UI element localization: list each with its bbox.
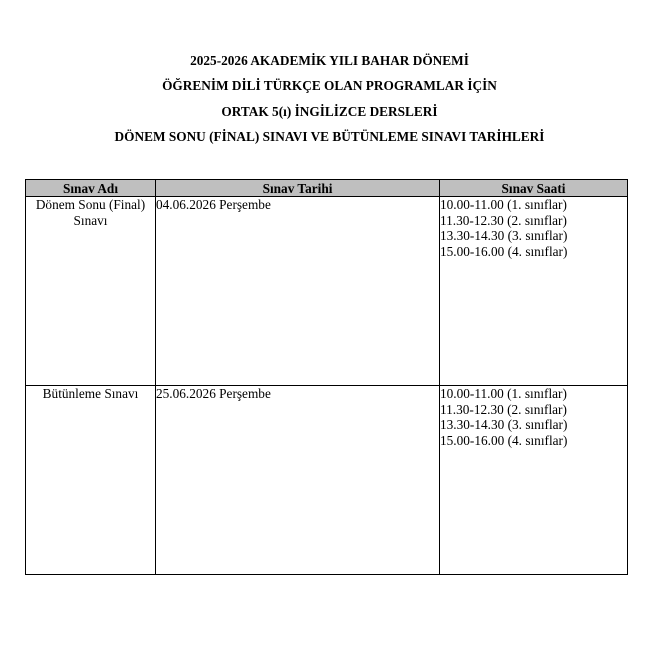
table-row — [26, 197, 628, 386]
exam-name-cell: Bütünleme Sınavı — [26, 386, 156, 575]
exam-time-cell — [440, 197, 628, 386]
header-title-line-3: ORTAK 5(ı) İNGİLİZCE DERSLERİ — [221, 103, 438, 119]
exam-time-slot: 11.30-12.30 (2. sınıflar) — [440, 401, 567, 417]
table-header-row — [26, 180, 628, 197]
table-row — [26, 386, 628, 575]
header-title-line-1: 2025-2026 AKADEMİK YILI BAHAR DÖNEMİ — [190, 53, 469, 68]
exam-time-slot: 11.30-12.30 (2. sınıflar) — [440, 212, 567, 228]
exam-time-slot: 15.00-16.00 (4. sınıflar) — [440, 243, 568, 259]
document-header — [0, 48, 659, 149]
exam-time-cell — [440, 386, 628, 575]
exam-time-slot: 15.00-16.00 (4. sınıflar) — [440, 432, 568, 448]
exam-date-cell: 04.06.2026 Perşembe — [156, 197, 440, 386]
exam-time-slot: 13.30-14.30 (3. sınıflar) — [440, 228, 568, 244]
column-header-exam-time: Sınav Saati — [440, 180, 628, 197]
exam-time-slot: 10.00-11.00 (1. sınıflar) — [440, 197, 567, 212]
column-header-exam-date: Sınav Tarihi — [156, 180, 440, 197]
header-title-line-4: DÖNEM SONU (FİNAL) SINAVI VE BÜTÜNLEME SINAVI TARİHLERİ — [114, 128, 545, 144]
exam-name-cell: Dönem Sonu (Final) Sınavı — [26, 197, 156, 386]
exam-schedule-table — [25, 179, 628, 575]
exam-date-cell: 25.06.2026 Perşembe — [156, 386, 440, 575]
column-header-exam-name: Sınav Adı — [26, 180, 156, 197]
header-title-line-2: ÖĞRENİM DİLİ TÜRKÇE OLAN PROGRAMLAR İÇİN — [162, 78, 497, 94]
exam-time-slot: 13.30-14.30 (3. sınıflar) — [440, 417, 568, 433]
exam-time-slot: 10.00-11.00 (1. sınıflar) — [440, 386, 567, 401]
